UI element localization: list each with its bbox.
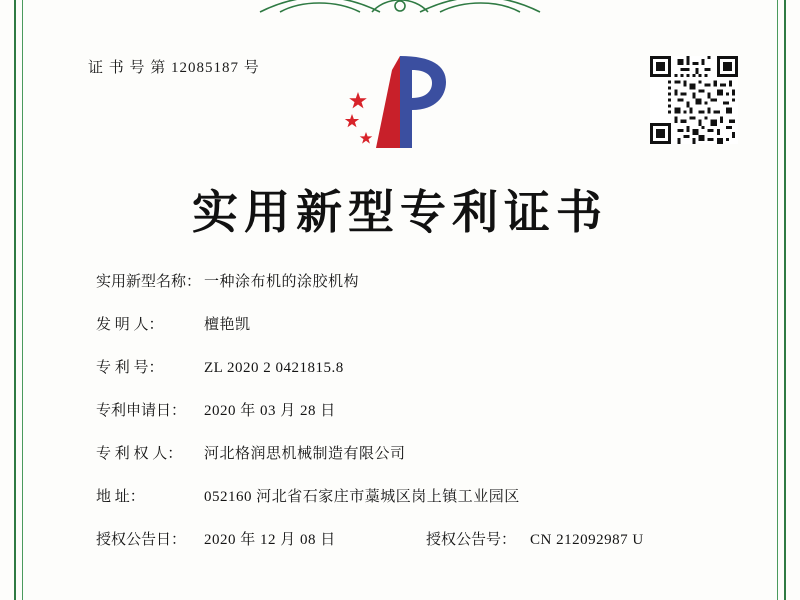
field-label-grant-number: 授权公告号： xyxy=(426,532,517,548)
field-row-address xyxy=(96,487,740,508)
field-label-application-date: 专利申请日： xyxy=(96,403,187,419)
grant-number-group xyxy=(426,530,644,551)
field-row-inventor xyxy=(96,315,740,336)
field-value-inventor: 檀艳凯 xyxy=(204,317,251,333)
field-value-address: 052160 河北省石家庄市藁城区岗上镇工业园区 xyxy=(204,489,520,505)
field-label-patentee: 专 利 权 人： xyxy=(96,446,183,462)
field-label-utility-model-name: 实用新型名称： xyxy=(96,274,202,290)
field-value-grant-date: 2020 年 12 月 08 日 xyxy=(204,532,336,548)
field-row-patentee xyxy=(96,444,740,465)
field-row-utility-model-name xyxy=(96,272,740,293)
field-row-patent-number xyxy=(96,358,740,379)
grant-date-group xyxy=(96,530,426,551)
field-row-application-date xyxy=(96,401,740,422)
patent-office-logo xyxy=(340,48,460,158)
field-label-patent-number: 专 利 号： xyxy=(96,360,164,376)
certificate-number: 证 书 号 第 12085187 号 xyxy=(88,60,260,76)
field-value-grant-number: CN 212092987 U xyxy=(530,532,644,548)
field-label-grant-date: 授权公告日： xyxy=(96,532,187,548)
certificate-fields xyxy=(96,272,740,551)
field-label-inventor: 发 明 人： xyxy=(96,317,164,333)
field-value-utility-model-name: 一种涂布机的涂胶机构 xyxy=(204,274,360,290)
qr-code xyxy=(650,56,738,144)
field-value-patentee: 河北格润思机械制造有限公司 xyxy=(204,446,406,462)
field-value-application-date: 2020 年 03 月 28 日 xyxy=(204,403,336,419)
page-title: 实用新型专利证书 xyxy=(192,185,608,239)
field-row-grant-info xyxy=(96,530,740,551)
field-value-patent-number: ZL 2020 2 0421815.8 xyxy=(204,360,344,376)
field-label-address: 地 址： xyxy=(96,489,145,505)
top-flourish-ornament xyxy=(240,0,560,14)
